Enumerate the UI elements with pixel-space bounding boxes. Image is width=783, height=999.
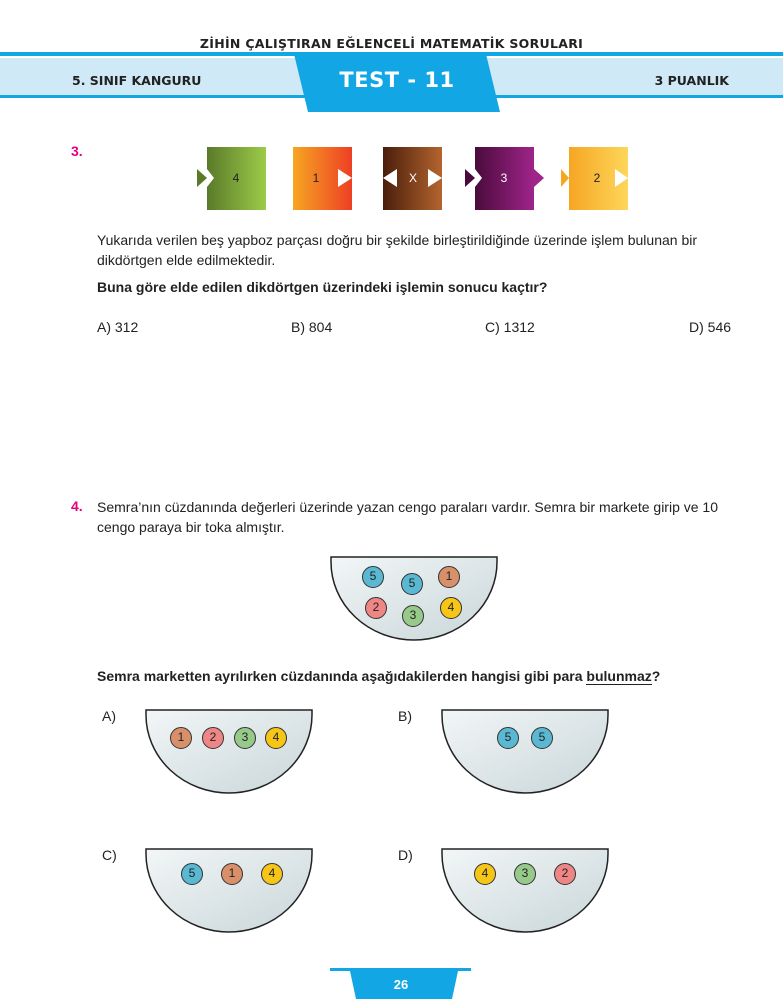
option-a-coin: 3 <box>234 727 256 749</box>
wallet-shape <box>330 556 498 642</box>
question-4-prompt <box>97 666 737 686</box>
question-4-prompt-prefix: Semra marketten ayrılırken cüzdanında aşağıdakilerden hangisi gibi para <box>97 668 587 684</box>
option-b-coin: 5 <box>497 727 519 749</box>
book-title: ZİHİN ÇALIŞTIRAN EĞLENCELİ MATEMATİK SORULARI <box>199 36 584 51</box>
option-c-coin: 4 <box>261 863 283 885</box>
question-3-text: Yukarıda verilen beş yapboz parçası doğru bir şekilde birleştirildiğinde üzerinde işlem bulunan bir dikdörtgen elde edilmektedir. <box>97 232 697 268</box>
option-d-coin: 2 <box>554 863 576 885</box>
wallet-coin: 5 <box>401 573 423 595</box>
puzzle-piece-2 <box>293 147 352 210</box>
wallet-coin: 3 <box>402 605 424 627</box>
puzzle-piece-2-label: 1 <box>312 171 320 185</box>
test-title: TEST - 11 <box>339 68 455 92</box>
option-a-wallet <box>145 709 313 795</box>
option-b-coin: 5 <box>531 727 553 749</box>
question-3-option-a[interactable]: A) 312 <box>97 319 139 335</box>
option-a-coin: 2 <box>202 727 224 749</box>
option-a-coin: 1 <box>170 727 192 749</box>
wallet-coin: 4 <box>440 597 462 619</box>
page-number: 26 <box>393 977 409 992</box>
question-3-option-c[interactable]: C) 1312 <box>485 319 535 335</box>
question-3-prompt: Buna göre elde edilen dikdörtgen üzerindeki işlemin sonucu kaçtır? <box>97 279 548 295</box>
wallet-coin: 1 <box>438 566 460 588</box>
option-b-wallet <box>441 709 609 795</box>
question-3-option-d[interactable]: D) 546 <box>689 319 732 335</box>
puzzle-piece-3-label: X <box>408 171 418 185</box>
puzzle-pieces <box>195 145 635 213</box>
puzzle-piece-4-label: 3 <box>500 171 508 185</box>
question-4-text: Semra’nın cüzdanında değerleri üzerinde yazan cengo paraları vardır. Semra bir markete girip ve 10 cengo paraya bir toka almıştır. <box>97 499 718 535</box>
option-d-coin: 4 <box>474 863 496 885</box>
question-4-option-c-label[interactable]: C) <box>102 847 117 863</box>
option-c-coin: 5 <box>181 863 203 885</box>
puzzle-piece-1-label: 4 <box>232 171 240 185</box>
grade-label: 5. SINIF KANGURU <box>72 73 202 88</box>
question-4-number: 4. <box>71 498 83 514</box>
question-4-option-a-label[interactable]: A) <box>102 708 116 724</box>
question-4-option-d-label[interactable]: D) <box>398 847 413 863</box>
option-d-wallet <box>441 848 609 934</box>
question-4-prompt-underlined: bulunmaz <box>586 668 652 684</box>
wallet-coin: 5 <box>362 566 384 588</box>
question-4-option-b-label[interactable]: B) <box>398 708 412 724</box>
puzzle-piece-1 <box>197 147 266 210</box>
question-3-number: 3. <box>71 143 83 159</box>
option-d-coin: 3 <box>514 863 536 885</box>
points-label: 3 PUANLIK <box>654 73 729 88</box>
puzzle-piece-5-label: 2 <box>593 171 601 185</box>
option-c-wallet <box>145 848 313 934</box>
question-4-prompt-suffix: ? <box>651 668 661 684</box>
option-c-coin: 1 <box>221 863 243 885</box>
wallet-coin: 2 <box>365 597 387 619</box>
question-3-option-b[interactable]: B) 804 <box>291 319 333 335</box>
option-a-coin: 4 <box>265 727 287 749</box>
